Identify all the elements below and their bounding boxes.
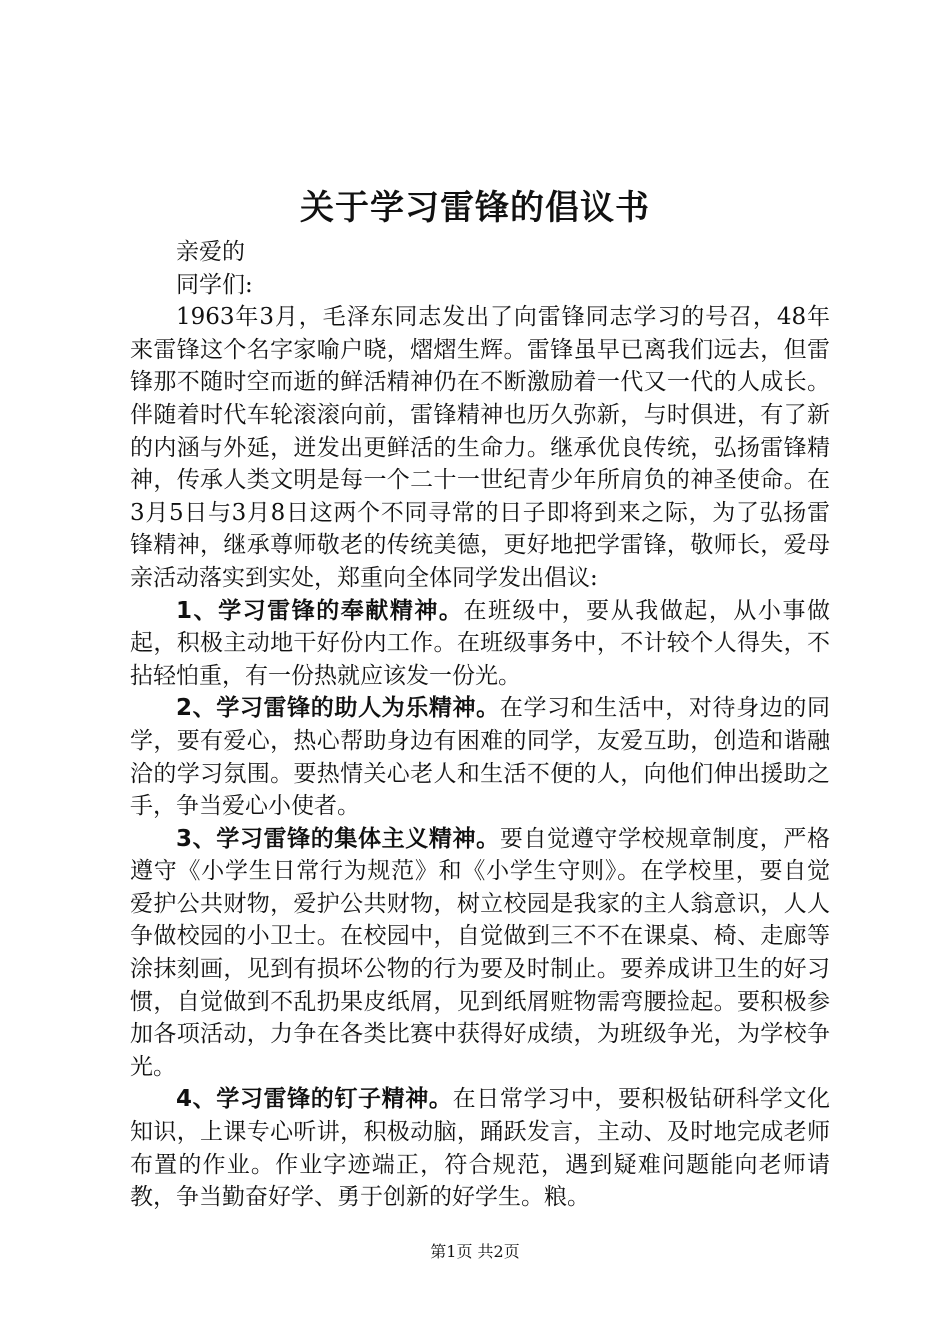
document-title: 关于学习雷锋的倡议书 bbox=[300, 188, 650, 228]
proposal-item-3-text: 要自觉遵守学校规章制度，严格遵守《小学生日常行为规范》和《小学生守则》。在学校里，要自觉爱护公共财物，爱护公共财物，树立校园是我家的主人翁意识，人人争做校园的小卫士。在校园中，自觉做到三不不在课桌、椅、走廊等涂抹刻画，见到有损坏公物的行为要及时制止。要养成讲卫生的好习惯，自觉做到不乱扔果皮纸屑，见到纸屑赃物需弯腰捡起。要积极参加各项活动，力争在各类比赛中获得好成绩，为班级争光，为学校争光。 bbox=[130, 825, 830, 1080]
proposal-item-4-heading: 4、学习雷锋的钉子精神。 bbox=[176, 1086, 453, 1113]
document-body bbox=[130, 236, 830, 1214]
proposal-item-4-text: 在日常学习中，要积极钻研科学文化知识，上课专心听讲，积极动脑，踊跃发言，主动、及时地完成老师布置的作业。作业字迹端正，符合规范，遇到疑难问题能向老师请教，争当勤奋好学、勇于创新的好学生。粮。 bbox=[130, 1086, 830, 1211]
proposal-item-1-text: 在班级中，要从我做起，从小事做起，积极主动地干好份内工作。在班级事务中，不计较个人得失，不拈轻怕重，有一份热就应该发一份光。 bbox=[130, 597, 830, 689]
proposal-item-3 bbox=[130, 823, 830, 1084]
proposal-item-2-heading: 2、学习雷锋的助人为乐精神。 bbox=[176, 695, 500, 722]
page-number-footer: 第1页 共2页 bbox=[430, 1242, 520, 1261]
salutation-line-1: 亲爱的 bbox=[176, 239, 245, 265]
proposal-item-4 bbox=[130, 1083, 830, 1213]
proposal-item-1-heading: 1、学习雷锋的奉献精神。 bbox=[176, 597, 464, 624]
proposal-item-2-text: 在学习和生活中，对待身边的同学，要有爱心，热心帮助身边有困难的同学，友爱互助，创造和谐融洽的学习氛围。要热情关心老人和生活不便的人，向他们伸出援助之手，争当爱心小使者。 bbox=[130, 695, 830, 820]
intro-paragraph: 1963年3月，毛泽东同志发出了向雷锋同志学习的号召，48年来雷锋这个名字家喻户晓，熠熠生辉。雷锋虽早已离我们远去，但雷锋那不随时空而逝的鲜活精神仍在不断激励着一代又一代的人成长。伴随着时代车轮滚滚向前，雷锋精神也历久弥新，与时俱进，有了新的内涵与外延，迸发出更鲜活的生命力。继承优良传统，弘扬雷锋精神，传承人类文明是每一个二十一世纪青少年所肩负的神圣使命。在3月5日与3月8日这两个不同寻常的日子即将到来之际，为了弘扬雷锋精神，继承尊师敬老的传统美德，更好地把学雷锋，敬师长，爱母亲活动落实到实处，郑重向全体同学发出倡议: bbox=[130, 304, 830, 591]
proposal-item-3-heading: 3、学习雷锋的集体主义精神。 bbox=[176, 825, 500, 852]
proposal-item-1 bbox=[130, 595, 830, 693]
salutation-line-2: 同学们: bbox=[176, 271, 253, 298]
proposal-item-2 bbox=[130, 692, 830, 822]
